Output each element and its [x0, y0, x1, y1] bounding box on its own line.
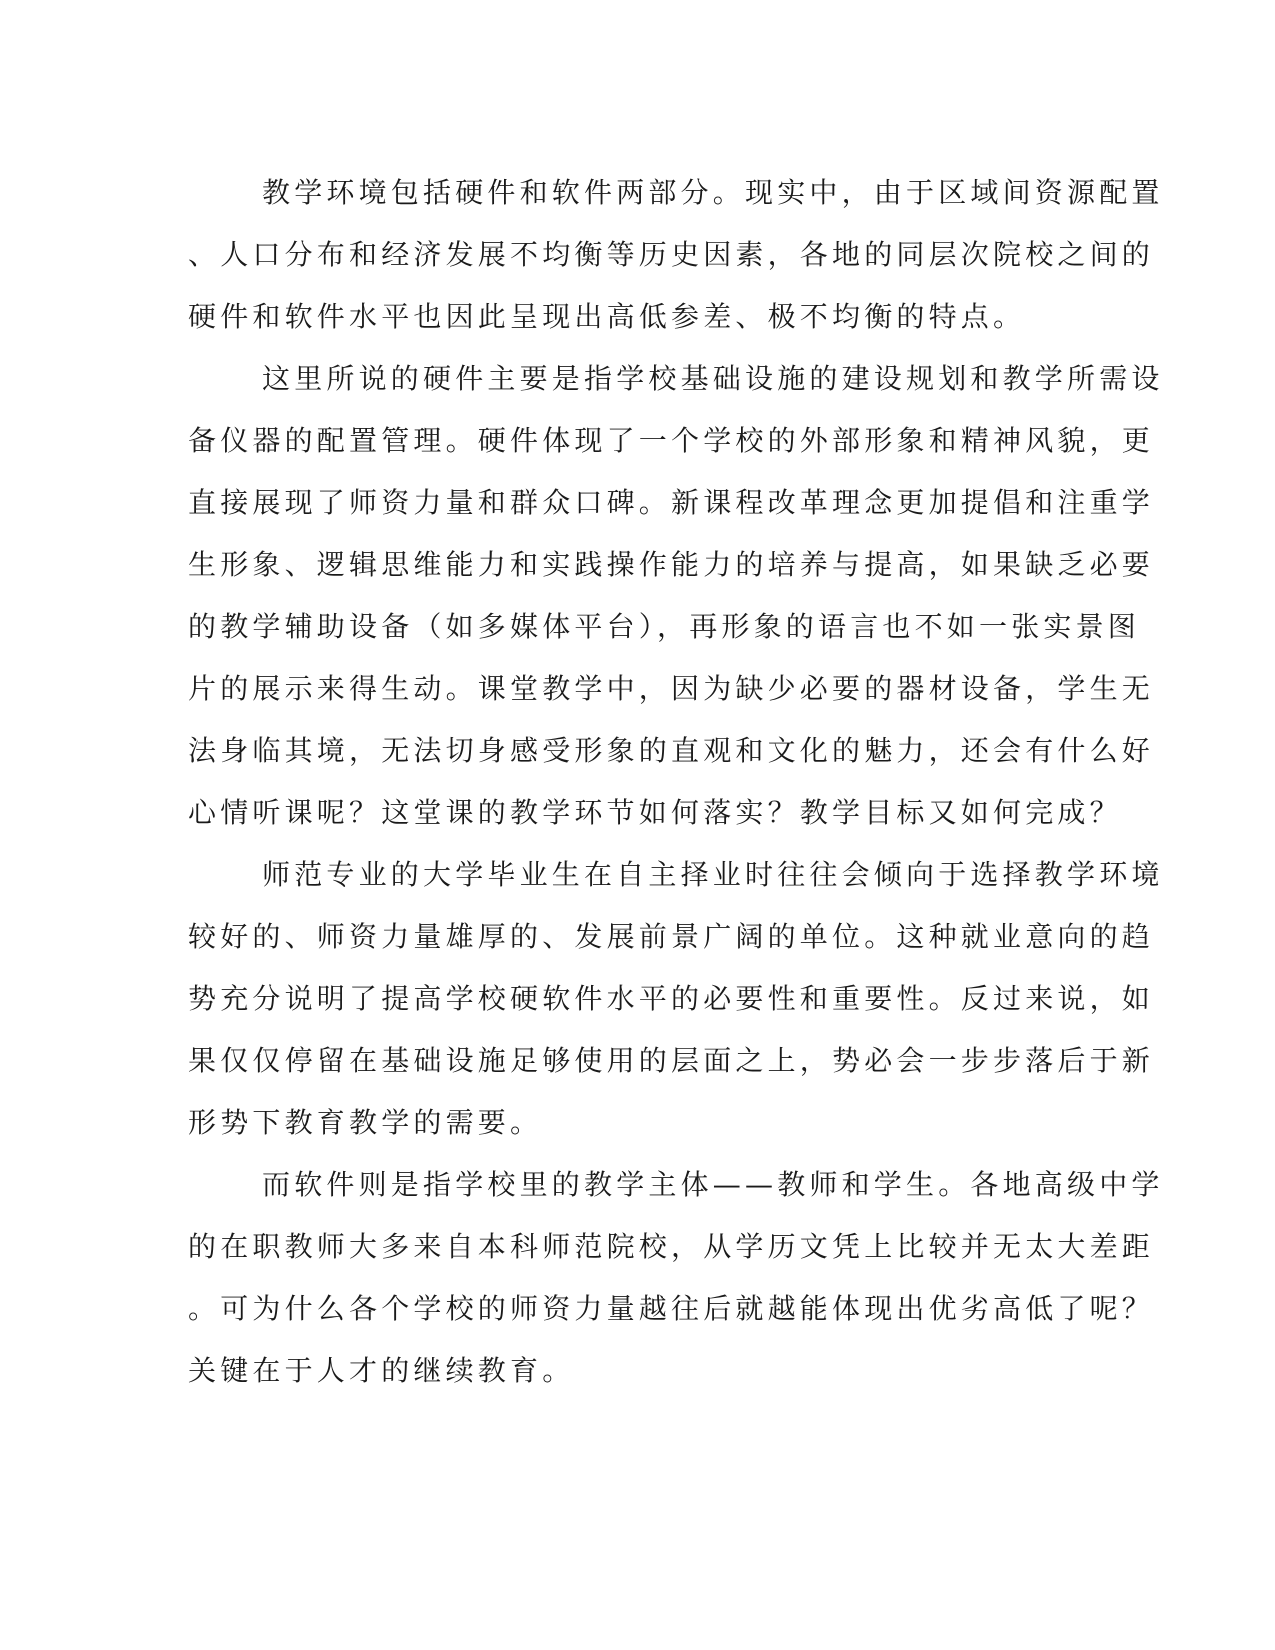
paragraph-line: 心情听课呢？这堂课的教学环节如何落实？教学目标又如何完成？: [188, 796, 1122, 829]
paragraph-line: 直接展现了师资力量和群众口碑。新课程改革理念更加提倡和注重学: [188, 486, 1155, 519]
paragraph-line: 师范专业的大学毕业生在自主择业时往往会倾向于选择教学环境: [262, 858, 1164, 891]
paragraph-line: 。可为什么各个学校的师资力量越往后就越能体现出优劣高低了呢？: [188, 1292, 1155, 1325]
paragraph-line: 势充分说明了提高学校硬软件水平的必要性和重要性。反过来说，如: [188, 982, 1155, 1015]
paragraph-4: [188, 1154, 1164, 1402]
paragraph-line: 形势下教育教学的需要。: [188, 1106, 543, 1139]
paragraph-line: 而软件则是指学校里的教学主体——教师和学生。各地高级中学: [262, 1168, 1164, 1201]
document-body: [188, 162, 1164, 1402]
paragraph-line: 教学环境包括硬件和软件两部分。现实中，由于区域间资源配置: [262, 176, 1164, 209]
paragraph-line: 的教学辅助设备（如多媒体平台），再形象的语言也不如一张实景图: [188, 610, 1141, 643]
paragraph-line: 较好的、师资力量雄厚的、发展前景广阔的单位。这种就业意向的趋: [188, 920, 1155, 953]
paragraph-line: 备仪器的配置管理。硬件体现了一个学校的外部形象和精神风貌，更: [188, 424, 1155, 457]
paragraph-line: 、人口分布和经济发展不均衡等历史因素，各地的同层次院校之间的: [188, 238, 1155, 271]
paragraph-line: 生形象、逻辑思维能力和实践操作能力的培养与提高，如果缺乏必要: [188, 548, 1155, 581]
paragraph-line: 果仅仅停留在基础设施足够使用的层面之上，势必会一步步落后于新: [188, 1044, 1155, 1077]
paragraph-line: 关键在于人才的继续教育。: [188, 1354, 575, 1387]
paragraph-line: 硬件和软件水平也因此呈现出高低参差、极不均衡的特点。: [188, 300, 1026, 333]
paragraph-line: 片的展示来得生动。课堂教学中，因为缺少必要的器材设备，学生无: [188, 672, 1155, 705]
paragraph-line: 法身临其境，无法切身感受形象的直观和文化的魅力，还会有什么好: [188, 734, 1155, 767]
paragraph-1: [188, 162, 1164, 348]
paragraph-line: 的在职教师大多来自本科师范院校，从学历文凭上比较并无太大差距: [188, 1230, 1155, 1263]
paragraph-line: 这里所说的硬件主要是指学校基础设施的建设规划和教学所需设: [262, 362, 1164, 395]
paragraph-2: [188, 348, 1164, 844]
paragraph-3: [188, 844, 1164, 1154]
